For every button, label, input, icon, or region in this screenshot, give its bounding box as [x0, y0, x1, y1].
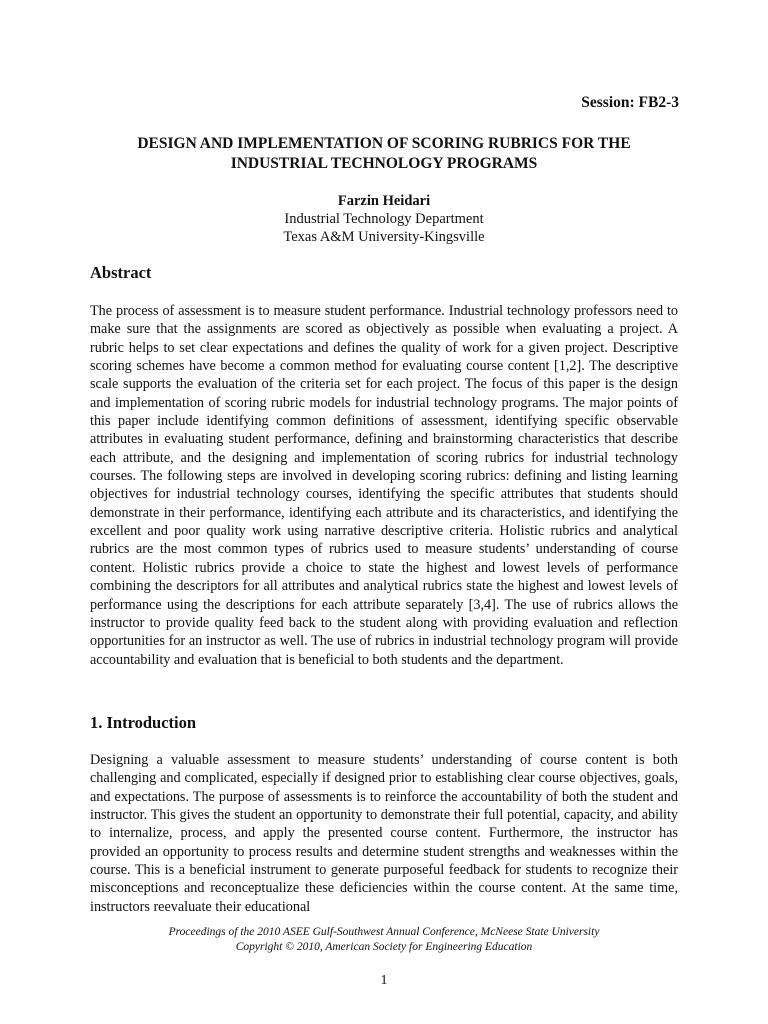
- author-department: Industrial Technology Department: [284, 211, 484, 227]
- footer-proceedings: Proceedings of the 2010 ASEE Gulf-Southwest Annual Conference, McNeese State University: [168, 926, 600, 938]
- page-footer: [90, 925, 678, 955]
- introduction-heading: 1. Introduction: [90, 713, 197, 732]
- session-label: Session: FB2-3: [581, 94, 679, 111]
- title-line-2: INDUSTRIAL TECHNOLOGY PROGRAMS: [230, 155, 538, 172]
- page-number: 1: [380, 973, 388, 988]
- footer-copyright: Copyright © 2010, American Society for Engineering Education: [235, 941, 533, 953]
- author-university: Texas A&M University-Kingsville: [283, 229, 485, 245]
- author-name: Farzin Heidari: [337, 193, 431, 209]
- abstract-body: The process of assessment is to measure student performance. Industrial technology professors need to make sure that the assignments are scored as objectively as possible when evaluating a project. A rubric helps to set clear expectations and defines the quality of work for a given project. Descriptive scoring schemes have become a common method for evaluating course content [1,2]. The descriptive scale supports the evaluation of the criteria set for each project. The focus of this paper is the design and implementation of scoring rubric models for industrial technology programs. The major points of this paper include identifying common definitions of assessment, identifying specific observable attributes in evaluating student performance, defining and brainstorming characteristics that describe each attribute, and the designing and implementation of scoring rubrics for industrial technology courses. The following steps are involved in developing scoring rubrics: defining and listing learning objectives for industrial technology courses, identifying the specific attributes that students should demonstrate in their performance, identifying each attribute and its characteristics, and identifying the excellent and poor quality work using narrative descriptive criteria. Holistic rubrics and analytical rubrics are the most common types of rubrics used to measure students’ understanding of course content. Holistic rubrics provide a choice to state the highest and lowest levels of performance combining the descriptors for all attributes and analytical rubrics state the highest and lowest levels of performance using the descriptions for each attribute separately [3,4]. The use of rubrics allows the instructor to provide quality feed back to the student along with providing evaluation and reflection opportunities for an instructor as well. The use of rubrics in industrial technology program will provide accountability and evaluation that is beneficial to both students and the department.: [90, 303, 678, 668]
- introduction-body: Designing a valuable assessment to measure students’ understanding of course content is both challenging and complicated, especially if designed prior to establishing clear course objectives, goals, and expectations. The purpose of assessments is to reinforce the accountability of both the student and instructor. This gives the student an opportunity to demonstrate their full potential, capacity, and ability to internalize, process, and apply the presented course content. Furthermore, the instructor has provided an opportunity to process results and determine student strengths and weaknesses within the course. This is a beneficial instrument to generate purposeful feedback for students to recognize their misconceptions and reconceptualize these deficiencies within the course content. At the same time, instructors reevaluate their educational: [90, 752, 678, 915]
- abstract-heading: Abstract: [90, 263, 152, 282]
- author-block: [90, 192, 678, 246]
- paper-title: [90, 134, 678, 174]
- title-line-1: DESIGN AND IMPLEMENTATION OF SCORING RUBRICS FOR THE: [137, 135, 631, 152]
